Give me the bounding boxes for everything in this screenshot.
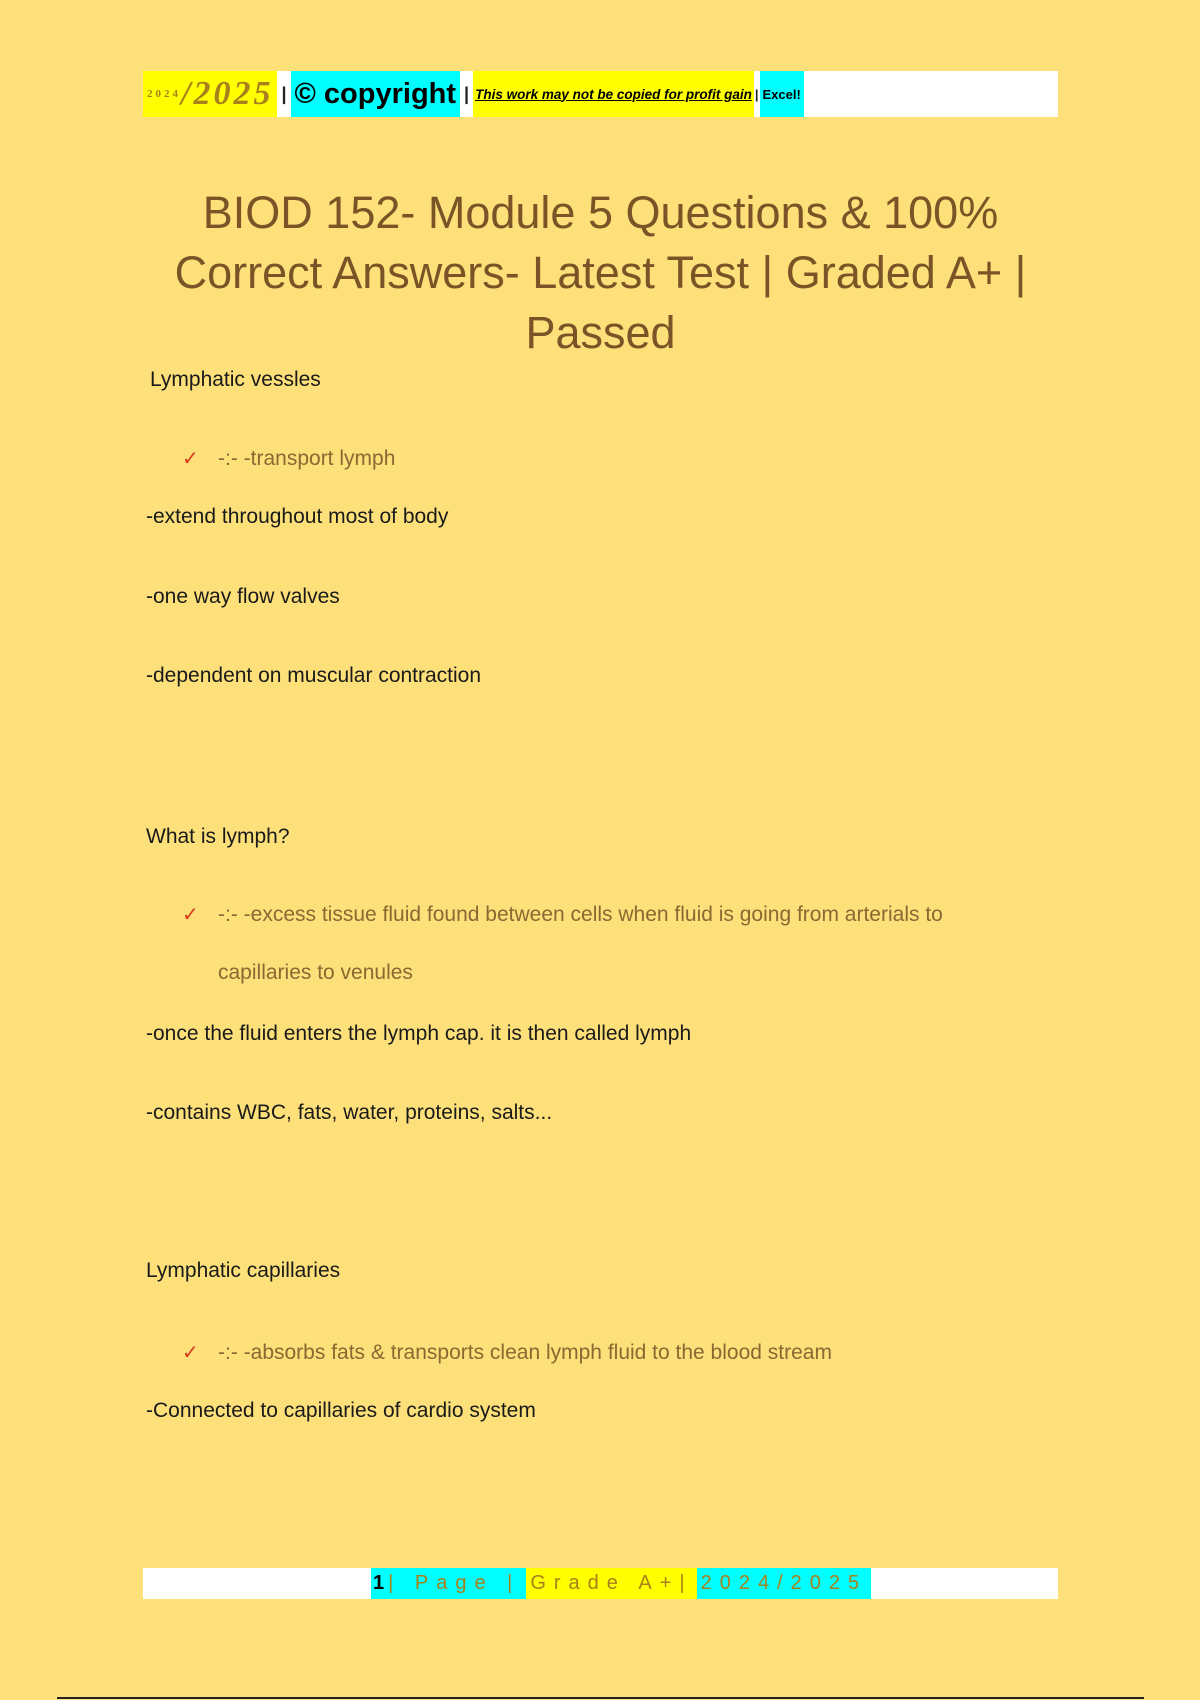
- answer-line: [182, 902, 943, 927]
- header-notice: This work may not be copied for profit gain: [473, 71, 754, 117]
- footer-bar: [143, 1568, 1058, 1599]
- detail-line: -one way flow valves: [146, 585, 340, 608]
- check-icon: ✓: [182, 904, 199, 926]
- footer-page-label: | Page |: [386, 1568, 526, 1599]
- header-year-big: /2025: [181, 75, 274, 112]
- document-title: [143, 183, 1058, 363]
- detail-line: -contains WBC, fats, water, proteins, salts...: [146, 1101, 553, 1124]
- footer-grade: Grade A+|: [526, 1568, 696, 1599]
- answer-text: -:- -absorbs fats & transports clean lymph fluid to the blood stream: [218, 1341, 832, 1364]
- header-year-small: 2024: [147, 88, 181, 100]
- check-icon: ✓: [182, 1342, 199, 1364]
- header-separator: |: [281, 83, 287, 104]
- footer-content: [371, 1568, 871, 1599]
- answer-line: [182, 1340, 832, 1365]
- header-copyright: © copyright: [291, 71, 461, 117]
- question-heading: Lymphatic capillaries: [146, 1259, 341, 1282]
- detail-line: -dependent on muscular contraction: [146, 664, 482, 687]
- header-separator: |: [754, 86, 759, 102]
- detail-line: -once the fluid enters the lymph cap. it is then called lymph: [146, 1022, 692, 1045]
- answer-text: -:- -excess tissue fluid found between cells when fluid is going from arterials to: [218, 903, 943, 926]
- footer-year: 2024/2025: [697, 1568, 872, 1599]
- question-heading: Lymphatic vessles: [150, 368, 321, 391]
- page-number: 1: [371, 1568, 386, 1599]
- header-separator: |: [464, 83, 470, 104]
- check-icon: ✓: [182, 448, 199, 470]
- header-excel: Excel!: [760, 71, 804, 117]
- answer-text: -:- -transport lymph: [218, 447, 396, 470]
- title-line: Passed: [525, 307, 676, 358]
- title-line: Correct Answers- Latest Test | Graded A+ |: [174, 247, 1027, 298]
- answer-continuation: capillaries to venules: [218, 961, 413, 984]
- bottom-rule: [57, 1697, 1144, 1699]
- title-line: BIOD 152- Module 5 Questions & 100%: [202, 187, 999, 238]
- question-heading: What is lymph?: [146, 825, 290, 848]
- header-bar: [143, 71, 1058, 117]
- detail-line: -Connected to capillaries of cardio system: [146, 1399, 536, 1422]
- detail-line: -extend throughout most of body: [146, 505, 449, 528]
- answer-line: [182, 446, 395, 471]
- header-year: [143, 71, 277, 117]
